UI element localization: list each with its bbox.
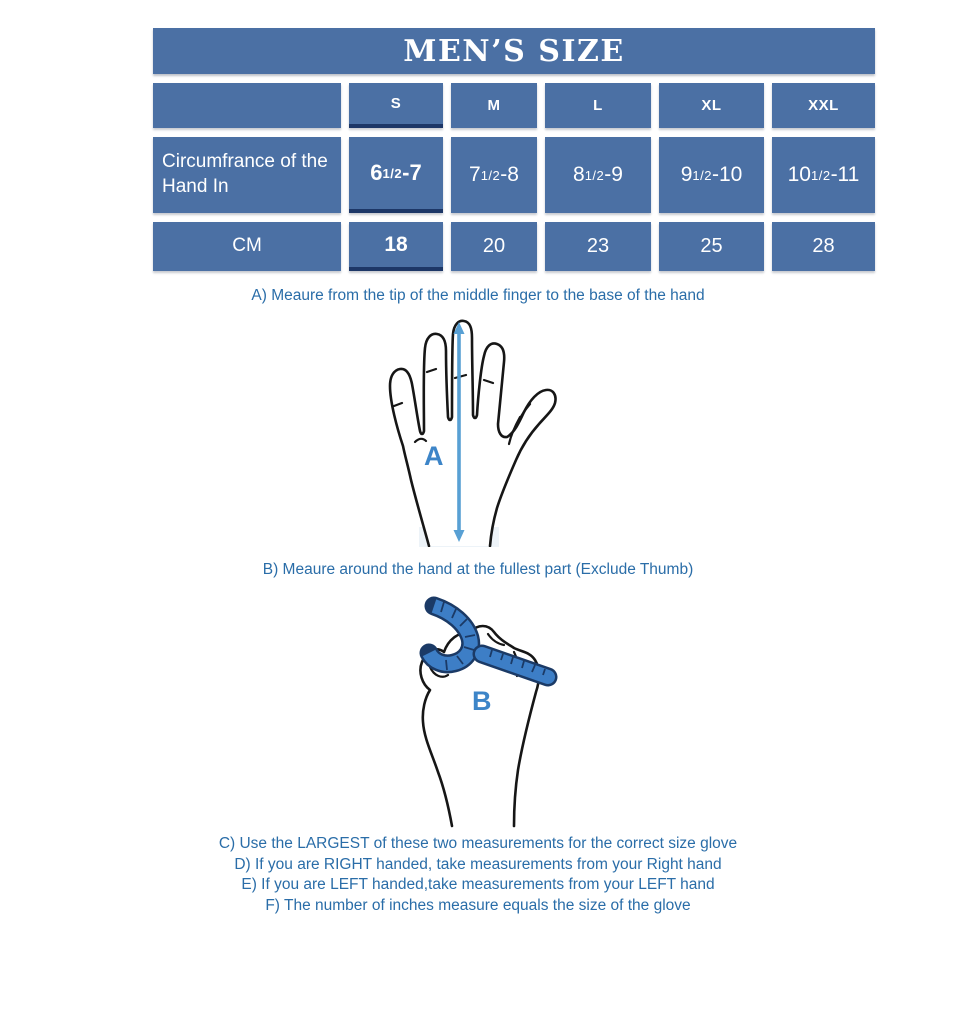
hand-outline: [390, 321, 556, 546]
open-hand-figure: [368, 312, 600, 552]
fist-label-b: B: [472, 686, 492, 716]
note-d: D) If you are RIGHT handed, take measurements from your Right hand: [234, 855, 722, 873]
inches-value-l: 8 1/2 -9: [545, 137, 651, 213]
hand-label-a: A: [424, 441, 444, 471]
note-c: C) Use the LARGEST of these two measurements for the correct size glove: [218, 835, 738, 852]
inches-value-xl: 9 1/2 -10: [659, 137, 764, 213]
cm-value-m: 20: [451, 222, 537, 271]
inches-value-xxl: 10 1/2 -11: [772, 137, 875, 213]
bottom-notes: [0, 834, 956, 916]
size-header-s: S: [349, 83, 443, 128]
size-table-grid: [153, 83, 875, 271]
table-title: MEN’S SIZE: [153, 28, 875, 74]
cm-row-label: CM: [153, 222, 341, 271]
cm-value-xl: 25: [659, 222, 764, 271]
size-header-xxl: XXL: [772, 83, 875, 128]
note-f: F) The number of inches measure equals the size of the glove: [265, 896, 691, 914]
note-a: A) Meaure from the tip of the middle finger to the base of the hand: [251, 287, 705, 304]
corner-empty-cell: [153, 83, 341, 128]
fist-illustration: [388, 590, 588, 828]
size-header-l: L: [545, 83, 651, 128]
size-header-xl: XL: [659, 83, 764, 128]
open-hand-illustration: [368, 312, 600, 547]
fist-figure: [388, 590, 588, 833]
inches-value-s: 6 1/2 -7: [349, 137, 443, 213]
cm-value-l: 23: [545, 222, 651, 271]
size-header-m: M: [451, 83, 537, 128]
cm-value-s: 18: [349, 222, 443, 271]
mens-size-table: [153, 28, 875, 271]
note-e: E) If you are LEFT handed,take measurements from your LEFT hand: [241, 876, 715, 893]
note-b: B) Meaure around the hand at the fullest part (Exclude Thumb): [262, 561, 694, 578]
cm-value-xxl: 28: [772, 222, 875, 271]
inches-row-label: Circumfrance of the Hand In: [153, 137, 341, 213]
inches-value-m: 7 1/2 -8: [451, 137, 537, 213]
